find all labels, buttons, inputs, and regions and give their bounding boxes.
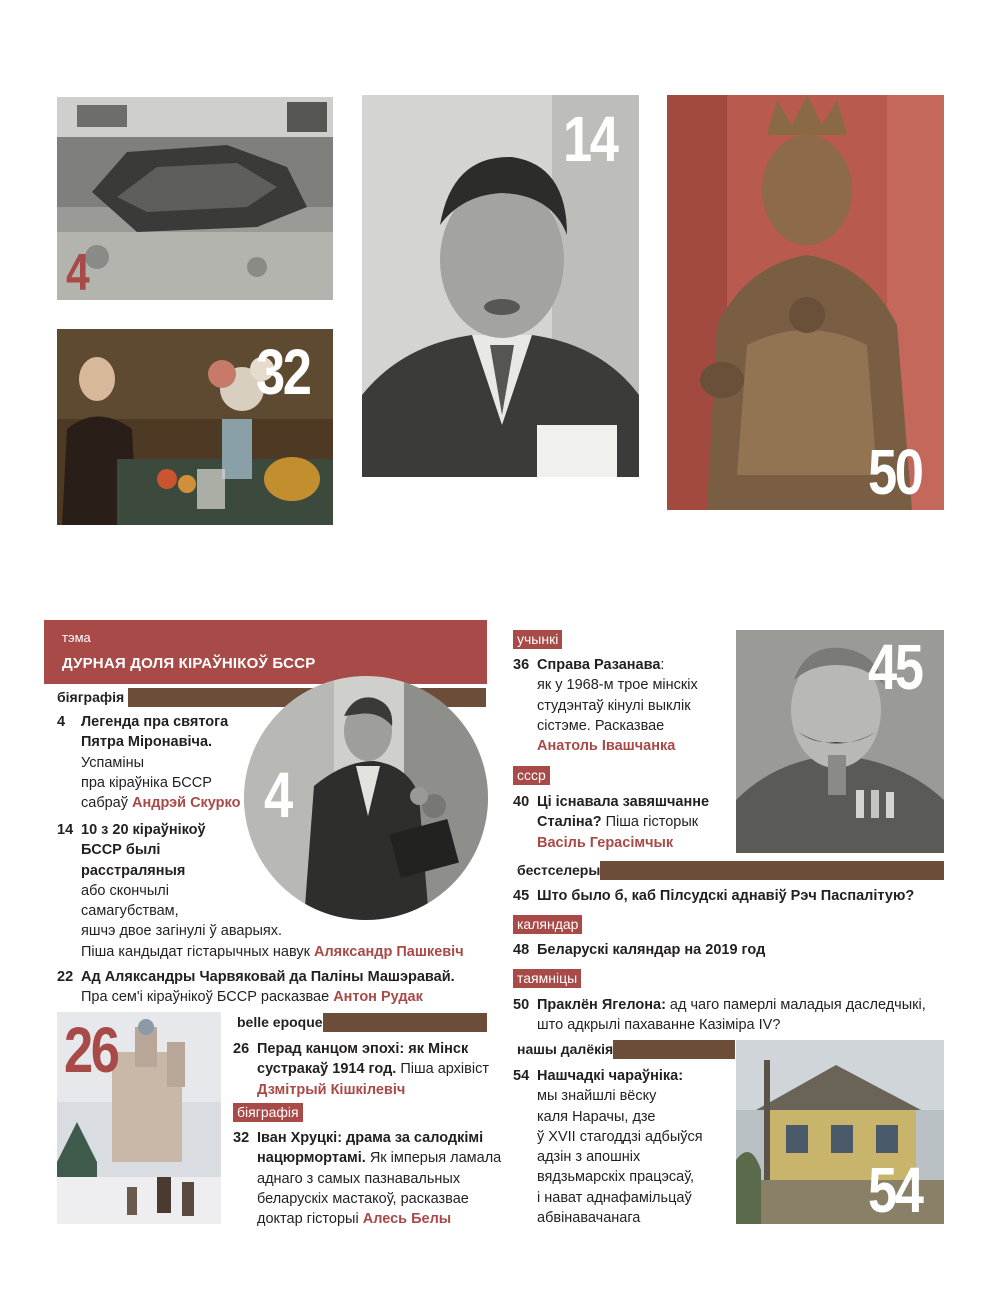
entry-page: 26 xyxy=(233,1041,250,1057)
entry-author: Антон Рудак xyxy=(333,989,423,1006)
entry-author: Дзмітрый Кішкілевіч xyxy=(257,1081,406,1098)
entry-title-line: сустракаў 1914 год. xyxy=(257,1061,397,1078)
entry-title-line: Што было б, каб Пілсудскі аднавіў Рэч Паспалітую? xyxy=(537,888,915,904)
entry-desc-line: : xyxy=(660,657,665,673)
section-far-bar xyxy=(613,1040,735,1059)
entry-desc-line: Піша гісторык xyxy=(601,814,699,831)
entry-desc-line: пра кіраўніка БССР xyxy=(81,774,212,791)
entry-title-line: Ад Аляксандры Чарвяковай да Паліны Машэравай. xyxy=(81,969,455,985)
article-entry-36[interactable] xyxy=(513,655,733,757)
entry-desc-line: ад чаго памерлі маладыя даследчыкі, xyxy=(665,997,926,1013)
article-entry-40[interactable] xyxy=(513,792,733,854)
section-belle-epoque-label: belle epoque xyxy=(233,1013,327,1032)
circle-page-number: 4 xyxy=(264,759,291,831)
entry-desc-line: абвінавачанага xyxy=(537,1210,641,1227)
car-crash-photo xyxy=(57,97,333,300)
article-entry-14[interactable] xyxy=(57,820,487,965)
section-belle-epoque-bar xyxy=(323,1013,487,1032)
entry-desc-line: што адкрылі пахаванне Казіміра IV? xyxy=(537,1017,781,1034)
article-entry-32[interactable] xyxy=(233,1128,503,1230)
entry-page: 32 xyxy=(233,1130,250,1146)
entry-desc-line: Успаміны xyxy=(81,754,145,771)
entry-title-line: расстраляныя xyxy=(81,862,186,879)
entry-title-line: Перад канцом эпохі: як Мінск xyxy=(257,1041,469,1057)
article-entry-22[interactable] xyxy=(57,967,497,1009)
house-page-number: 54 xyxy=(868,1154,922,1226)
entry-desc-line: беларускіх мастакоў, расказвае xyxy=(257,1190,469,1207)
entry-desc-line: як у 1968-м трое мінскіх xyxy=(537,677,698,694)
section-sssr-label: ссср xyxy=(513,766,550,785)
theme-label: тэма xyxy=(62,630,91,645)
entry-desc-line: самагубствам, xyxy=(81,903,179,920)
crash-page-number: 4 xyxy=(66,244,88,302)
entry-page: 4 xyxy=(57,714,66,730)
entry-desc-line: яшчэ двое загінулі ў аварыях. xyxy=(81,923,283,940)
entry-desc-line: Як імперыя ламала xyxy=(365,1150,502,1167)
entry-author: Васіль Герасімчык xyxy=(537,834,674,851)
article-entry-45[interactable] xyxy=(513,886,943,908)
entry-title-line: нацюрмортамі. xyxy=(257,1150,366,1167)
section-uchynki-label: учынкі xyxy=(513,630,562,649)
entry-desc-line: Пра сем'і кіраўнікоў БССР расказвае xyxy=(81,989,334,1006)
entry-desc-line: вядзьмарскіх працэсаў, xyxy=(537,1169,695,1186)
entry-desc-line: студэнтаў кінулі выклік xyxy=(537,697,691,714)
entry-page: 36 xyxy=(513,657,530,673)
pilsudski-page-number: 45 xyxy=(868,631,922,703)
theme-header xyxy=(44,620,487,684)
entry-title-line: Іван Хруцкі: драма за салодкімі xyxy=(257,1130,484,1146)
section-calendar-label: каляндар xyxy=(513,915,582,934)
entry-title-line: Ці існавала завяшчанне xyxy=(537,794,710,810)
entry-desc-line: сабраў xyxy=(81,795,133,812)
speaker-page-number: 14 xyxy=(563,103,617,175)
entry-desc-line: доктар гісторыі xyxy=(257,1211,363,1228)
entry-title-line: БССР былі xyxy=(81,842,161,859)
snow-page-number: 26 xyxy=(64,1014,118,1086)
painting-page-number: 32 xyxy=(256,336,310,408)
entry-desc-line: Піша кандыдат гістарычных навук xyxy=(81,943,314,960)
article-entry-50[interactable] xyxy=(513,995,953,1037)
entry-title-line: Легенда пра святога xyxy=(81,714,229,730)
entry-page: 45 xyxy=(513,888,530,904)
entry-desc-line: ў XVII стагоддзі адбыўся xyxy=(537,1128,703,1145)
entry-page: 14 xyxy=(57,822,74,838)
article-entry-54[interactable] xyxy=(513,1066,743,1228)
statue-page-number: 50 xyxy=(868,436,922,508)
article-entry-4[interactable] xyxy=(57,712,257,817)
section-bestsellers-label: бестселеры xyxy=(513,861,604,880)
entry-author: Аляксандр Пашкевіч xyxy=(314,943,464,960)
entry-desc-line: і нават аднафамільцаў xyxy=(537,1189,692,1206)
entry-title-line: Сталіна? xyxy=(537,814,602,831)
entry-desc-line: або скончылі xyxy=(81,882,169,899)
entry-page: 22 xyxy=(57,969,74,985)
entry-page: 50 xyxy=(513,997,530,1013)
entry-desc-line: мы знайшлі вёску xyxy=(537,1088,657,1105)
entry-desc-line: адзін з апошніх xyxy=(537,1149,641,1166)
theme-title: ДУРНАЯ ДОЛЯ КІРАЎНІКОЎ БССР xyxy=(62,655,316,672)
section-biography-label: біяграфія xyxy=(57,689,125,705)
entry-title-line: Нашчадкі чараўніка: xyxy=(537,1068,684,1084)
entry-desc-line: Піша архівіст xyxy=(396,1061,489,1078)
entry-desc-line: каля Нарачы, дзе xyxy=(537,1108,656,1125)
entry-page: 54 xyxy=(513,1068,530,1084)
entry-title-line: Пятра Міронавіча. xyxy=(81,734,213,751)
entry-page: 48 xyxy=(513,942,530,958)
entry-title-line: Праклён Ягелона: xyxy=(537,997,666,1013)
entry-title-line: 10 з 20 кіраўнікоў xyxy=(81,822,206,838)
entry-desc-line: аднаго з самых пазнавальных xyxy=(257,1170,461,1187)
entry-author: Андрэй Скурко xyxy=(132,795,241,812)
entry-author: Алесь Белы xyxy=(362,1211,452,1228)
entry-title-line: Справа Разанава xyxy=(537,657,661,673)
section-mysteries-label: таямніцы xyxy=(513,969,581,988)
article-entry-26[interactable] xyxy=(233,1039,493,1101)
section-bestsellers-bar xyxy=(600,861,944,880)
entry-desc-line: сістэме. Расказвае xyxy=(537,717,665,734)
entry-page: 40 xyxy=(513,794,530,810)
section-far-label: нашы далёкія xyxy=(513,1040,617,1059)
article-entry-48[interactable] xyxy=(513,940,943,962)
entry-author: Анатоль Івашчанка xyxy=(537,738,676,755)
section-biography-2-label: біяграфія xyxy=(233,1103,303,1122)
entry-title-line: Беларускі каляндар на 2019 год xyxy=(537,942,766,958)
